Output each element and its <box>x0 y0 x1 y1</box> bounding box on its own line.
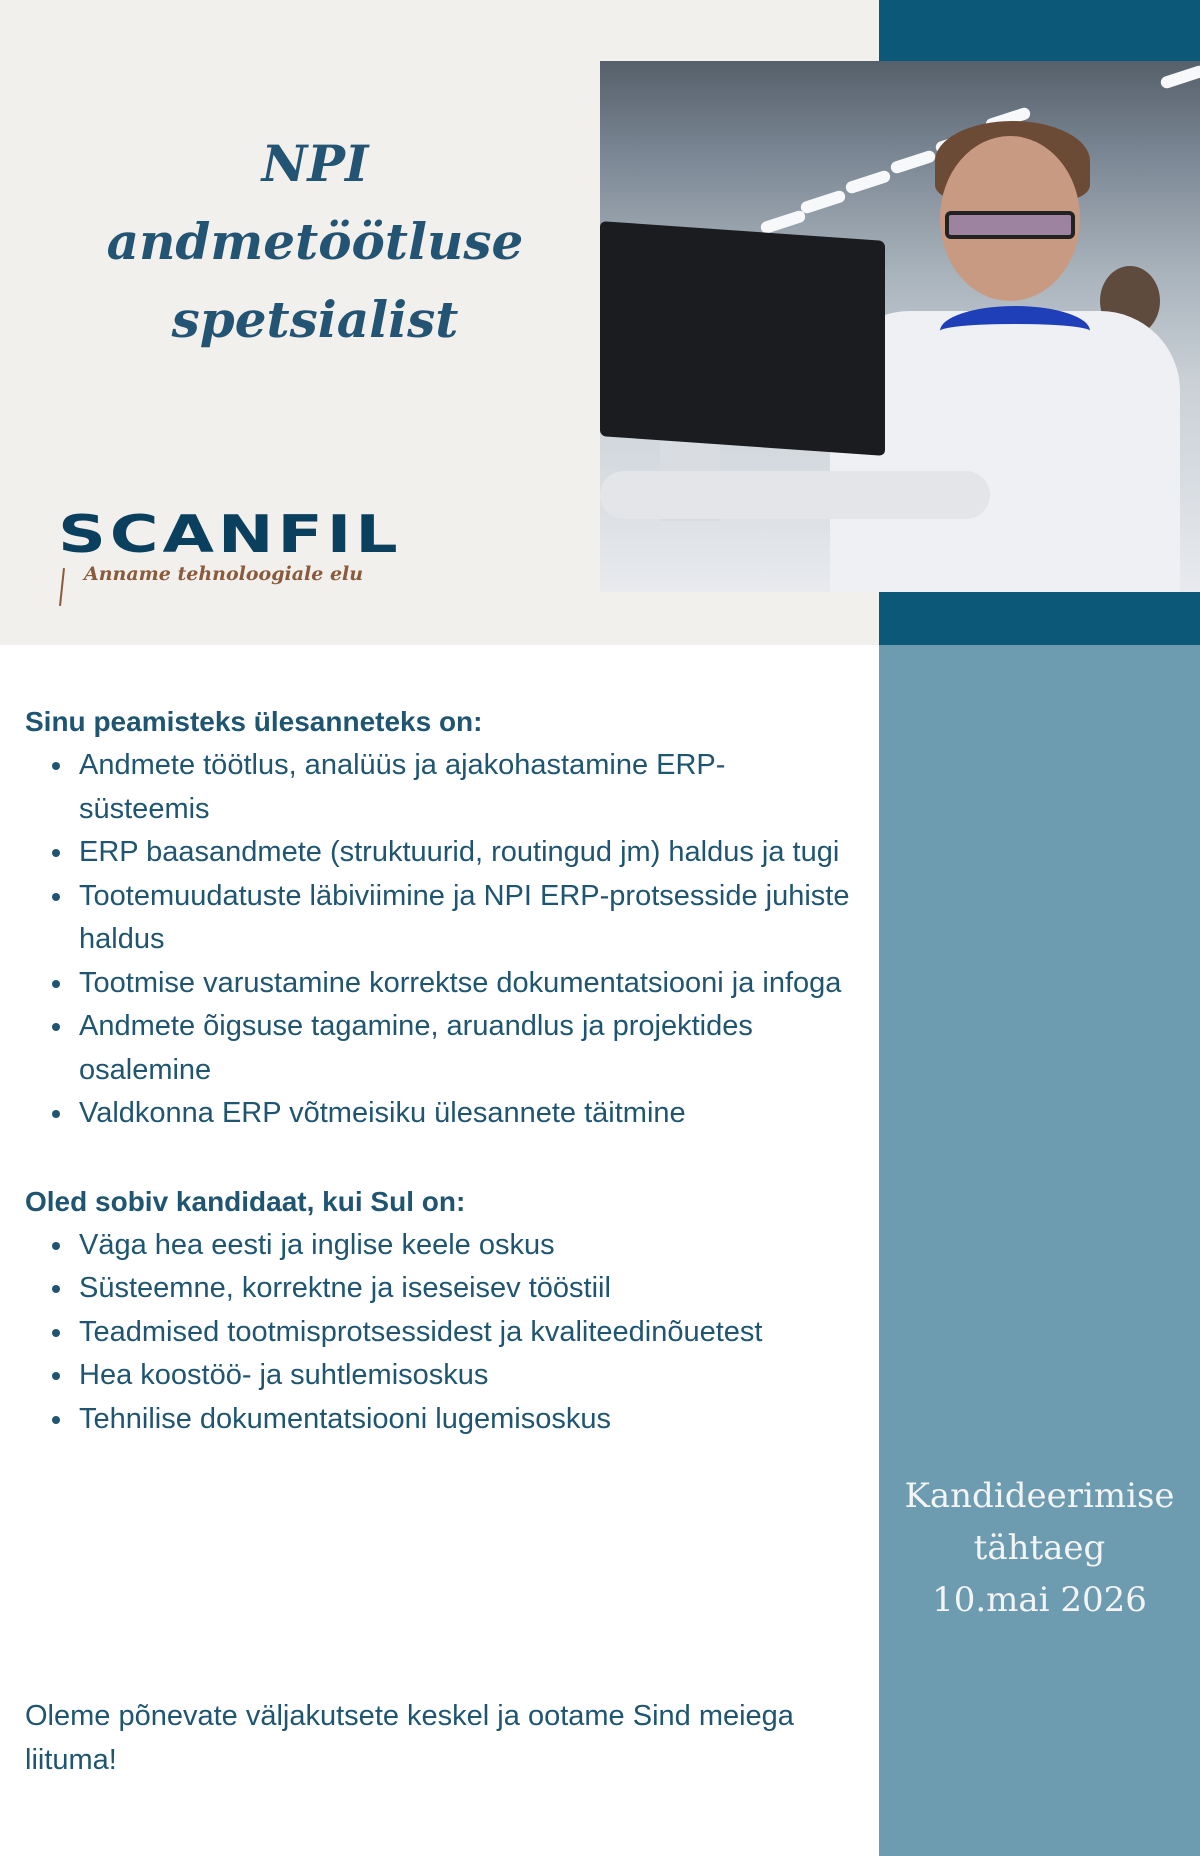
job-description <box>25 700 855 1441</box>
job-title-line: NPI <box>261 134 369 193</box>
list-item: Andmete töötlus, analüüs ja ajakohastamine ERP-süsteemis <box>79 744 855 831</box>
job-title <box>60 125 570 359</box>
application-deadline <box>879 1470 1200 1626</box>
job-title-line: spetsialist <box>171 290 459 349</box>
list-item: Andmete õigsuse tagamine, aruandlus ja projektides osalemine <box>79 1005 855 1092</box>
list-item: Valdkonna ERP võtmeisiku ülesannete täitmine <box>79 1092 855 1136</box>
requirements-heading: Oled sobiv kandidaat, kui Sul on: <box>25 1185 466 1217</box>
list-item: Väga hea eesti ja inglise keele oskus <box>79 1224 855 1268</box>
closing-message: Oleme põnevate väljakutsete keskel ja ootame Sind meiega liituma! <box>25 1700 794 1776</box>
deadline-date: 10.mai 2026 <box>932 1580 1147 1620</box>
list-item: ERP baasandmete (struktuurid, routingud jm) haldus ja tugi <box>79 831 855 875</box>
requirements-list <box>25 1224 855 1442</box>
deadline-line: tähtaeg <box>973 1528 1106 1568</box>
list-item: Tehnilise dokumentatsiooni lugemisoskus <box>79 1398 855 1442</box>
scanfil-logo: SCANFIL <box>58 505 402 565</box>
deadline-line: Kandideerimise <box>904 1476 1175 1516</box>
responsibilities-list <box>25 744 855 1136</box>
list-item: Tootemuudatuste läbiviimine ja NPI ERP-protsesside juhiste haldus <box>79 875 855 962</box>
brand-tagline: Anname tehnoloogiale elu <box>84 563 364 585</box>
hero-photo <box>600 61 1200 592</box>
job-title-line: andmetöötluse <box>106 212 524 271</box>
list-item: Süsteemne, korrektne ja iseseisev tööstiil <box>79 1267 855 1311</box>
responsibilities-heading: Sinu peamisteks ülesanneteks on: <box>25 706 483 737</box>
list-item: Teadmised tootmisprotsessidest ja kvaliteedinõuetest <box>79 1311 855 1355</box>
list-item: Hea koostöö- ja suhtlemisoskus <box>79 1354 855 1398</box>
list-item: Tootmise varustamine korrektse dokumentatsiooni ja infoga <box>79 962 855 1006</box>
